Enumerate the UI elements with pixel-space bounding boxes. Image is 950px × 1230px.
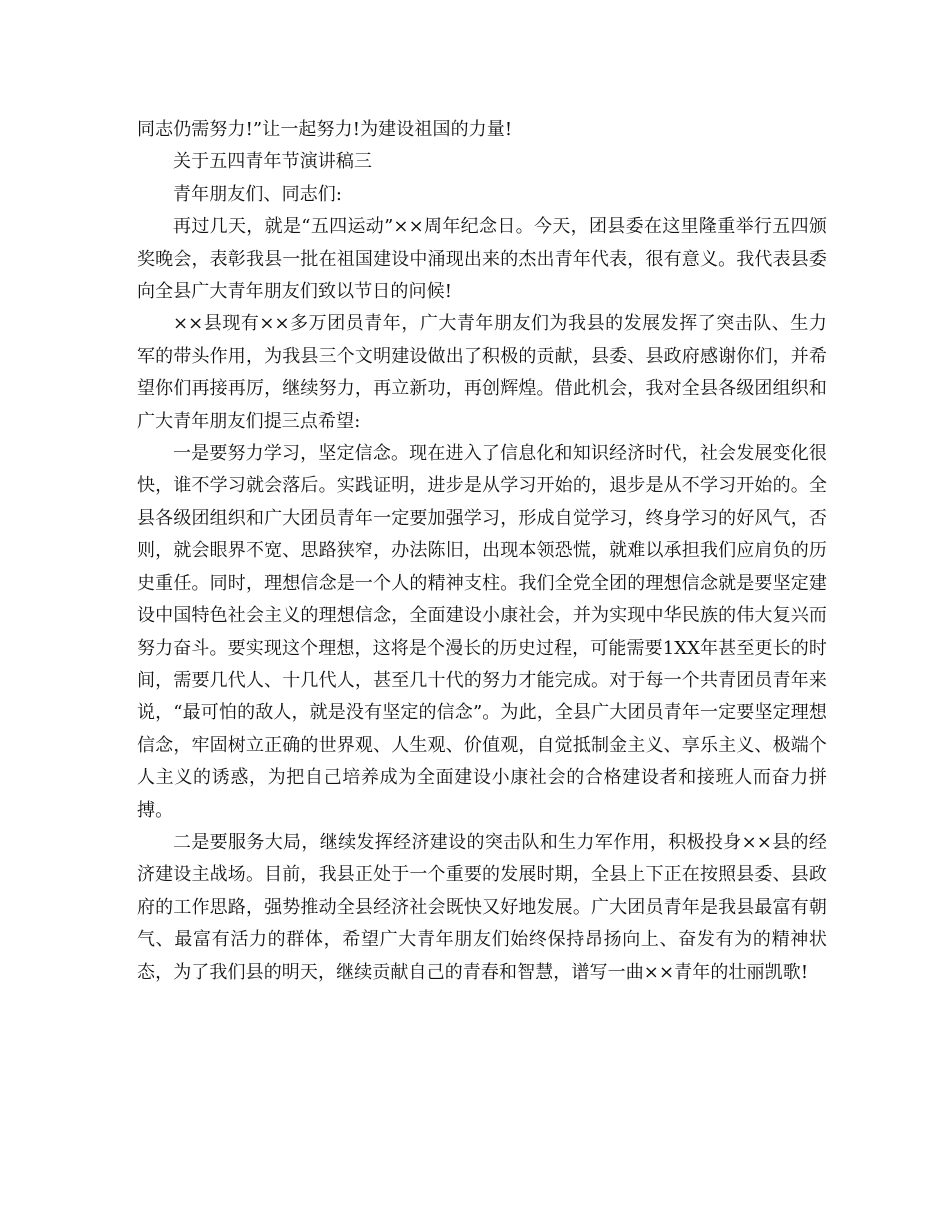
continuation-line: 同志仍需努力!”让一起努力!为建设祖国的力量! <box>137 119 513 140</box>
paragraph-opening: 再过几天，就是“五四运动”××周年纪念日。今天，团县委在这里隆重举行五四颁奖晚会，表彰我县一批在祖国建设中涌现出来的杰出青年代表，很有意义。我代表县委向全县广大青年朋友们致以节日的问候! <box>137 216 827 303</box>
salutation: 青年朋友们、同志们: <box>173 183 343 205</box>
paragraph-hope-one: 一是要努力学习，坚定信念。现在进入了信息化和知识经济时代，社会发展变化很快，谁不学习就会落后。实践证明，进步是从学习开始的，退步是从不学习开始的。全县各级团组织和广大团员青年一定要加强学习，形成自觉学习，终身学习的好风气，否则，就会眼界不宽、思路狭窄，办法陈旧，出现本领恐慌，就难以承担我们应肩负的历史重任。同时，理想信念是一个人的精神支柱。我们全党全团的理想信念就是要坚定建设中国特色社会主义的理想信念，全面建设小康社会，并为实现中华民族的伟大复兴而努力奋斗。要实现这个理想，这将是个漫长的历史过程，可能需要1XX年甚至更长的时间，需要几代人、十几代人，甚至几十代的努力才能完成。对于每一个共青团员青年来说，“最可怕的敌人，就是没有坚定的信念”。为此，全县广大团员青年一定要坚定理想信念，牢固树立正确的世界观、人生观、价值观，自觉抵制金主义、享乐主义、极端个人主义的诱惑，为把自己培养成为全面建设小康社会的合格建设者和接班人而奋力拼搏。 <box>137 443 827 821</box>
paragraph-hope-two: 二是要服务大局，继续发挥经济建设的突击队和生力军作用，积极投身××县的经济建设主战场。目前，我县正处于一个重要的发展时期，全县上下正在按照县委、县政府的工作思路，强势推动全县经济社会既快又好地发展。广大团员青年是我县最富有朝气、最富有活力的群体，希望广大青年朋友们始终保持昂扬向上、奋发有为的精神状态，为了我们县的明天，继续贡献自己的青春和智慧，谱写一曲××青年的壮丽凯歌! <box>137 831 827 983</box>
section-title: 关于五四青年节演讲稿三 <box>173 151 373 173</box>
document-body <box>137 114 827 989</box>
paragraph-county-youth: ××县现有××多万团员青年，广大青年朋友们为我县的发展发挥了突击队、生力军的带头作用，为我县三个文明建设做出了积极的贡献，县委、县政府感谢你们，并希望你们再接再厉，继续努力，再立新功，再创辉煌。借此机会，我对全县各级团组织和广大青年朋友们提三点希望: <box>137 313 827 432</box>
